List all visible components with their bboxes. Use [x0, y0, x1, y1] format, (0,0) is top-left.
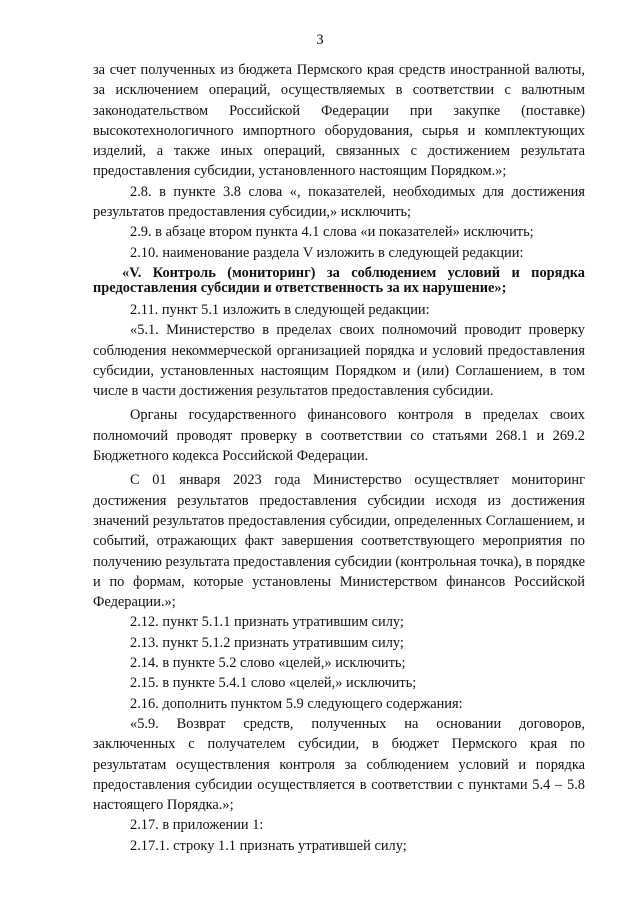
- paragraph-financial-control: Органы государственного финансового контроля в пределах своих полномочий проводят проверку в соответствии со статьями 268.1 и 269.2 Бюджетного кодекса Российской Федерации.: [93, 407, 585, 465]
- paragraph-item-2-15: 2.15. в пункте 5.4.1 слово «целей,» исключить;: [130, 675, 417, 692]
- paragraph-item-2-14: 2.14. в пункте 5.2 слово «целей,» исключить;: [130, 655, 406, 672]
- paragraph-item-5-9: «5.9. Возврат средств, полученных на основании договоров, заключенных с получателем субсидии, в бюджет Пермского края по результатам осуществления контроля за соблюдением условий и порядка предоставления субсидии осуществляется в соответствии с пунктами 5.4 – 5.8 настоящего Порядка.»;: [93, 715, 585, 814]
- paragraph-item-2-13: 2.13. пункт 5.1.2 признать утратившим силу;: [130, 634, 404, 651]
- paragraph-monitoring: С 01 января 2023 года Министерство осуществляет мониторинг достижения результатов предоставления субсидии исходя из достижения значений результатов предоставления субсидии, определенных Соглашением, и событий, отражающих факт завершения соответствующего мероприятия по получению результата предоставления субсидии (контрольная точка), в порядке и по формам, которые установлены Министерством финансов Российской Федерации.»;: [93, 472, 585, 611]
- paragraph-item-2-10: 2.10. наименование раздела V изложить в следующей редакции:: [130, 244, 524, 261]
- document-body: [93, 60, 585, 856]
- paragraph-item-2-17-1: 2.17.1. строку 1.1 признать утратившей силу;: [130, 837, 407, 854]
- paragraph-item-2-17: 2.17. в приложении 1:: [130, 817, 264, 834]
- paragraph-item-2-11: 2.11. пункт 5.1 изложить в следующей редакции:: [130, 301, 430, 318]
- paragraph-item-2-9: 2.9. в абзаце втором пункта 4.1 слова «и показателей» исключить;: [130, 224, 534, 241]
- paragraph-continuation: за счет полученных из бюджета Пермского края средств иностранной валюты, за исключением операций, осуществляемых в соответствии с валютным законодательством Российской Федерации при закупке (поставке) высокотехнологичного импортного оборудования, сырья и комплектующих изделий, а также иных операций, связанных с достижением результата предоставления субсидии, установленного настоящим Порядком.»;: [93, 62, 585, 180]
- paragraph-item-2-12: 2.12. пункт 5.1.1 признать утратившим силу;: [130, 614, 404, 631]
- paragraph-item-5-1: «5.1. Министерство в пределах своих полномочий проводит проверку соблюдения некоммерческой организацией порядка и условий предоставления субсидии, установленных настоящим Порядком и (или) Соглашением, в том числе в части достижения результатов предоставления субсидии.: [93, 322, 585, 400]
- section-v-heading: «V. Контроль (мониторинг) за соблюдением условий и порядка предоставления субсидии и ответственность за их нарушение»;: [93, 264, 585, 296]
- paragraph-item-2-16: 2.16. дополнить пунктом 5.9 следующего содержания:: [130, 695, 463, 712]
- paragraph-item-2-8: 2.8. в пункте 3.8 слова «, показателей, необходимых для достижения результатов предоставления субсидии,» исключить;: [93, 183, 585, 221]
- page-number: 3: [316, 32, 324, 48]
